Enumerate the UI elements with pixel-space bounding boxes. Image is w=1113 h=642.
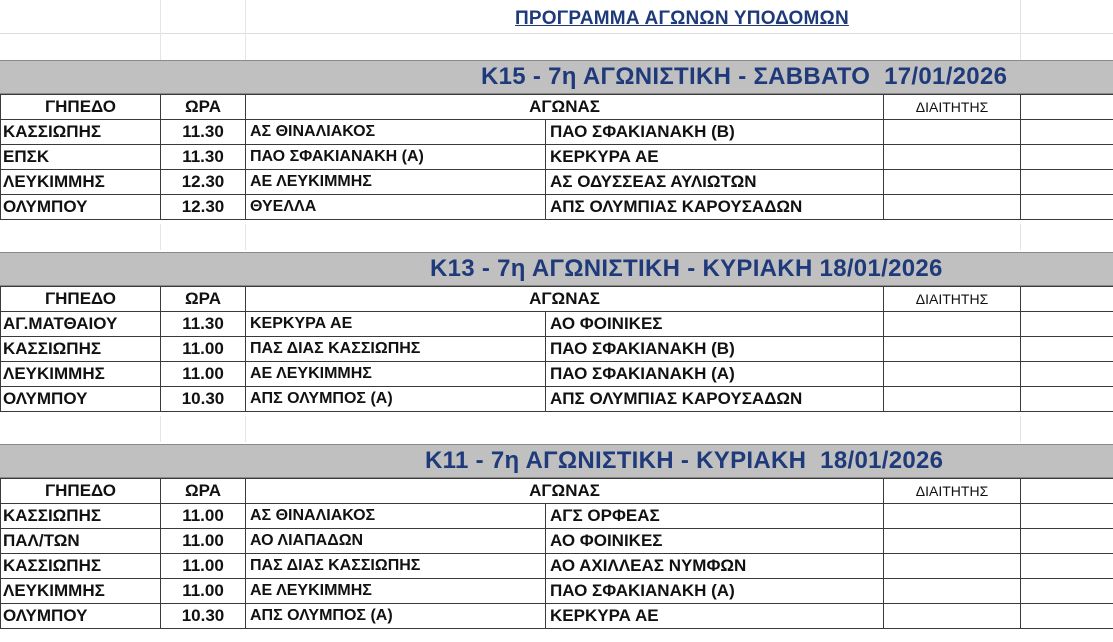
col-referee-header: ΔΙΑΙΤΗΤΗΣ <box>884 287 1021 312</box>
match-row <box>1 312 1113 337</box>
schedule-table <box>0 478 1113 629</box>
col-venue-header: ΓΗΠΕΔΟ <box>1 479 161 504</box>
away-team-cell: ΠΑΟ ΣΦΑΚΙΑΝΑΚΗ (Α) <box>546 579 884 604</box>
grid-line <box>160 224 161 250</box>
time-cell: 10.30 <box>161 604 246 629</box>
home-team-cell: ΑΠΣ ΟΛΥΜΠΟΣ (Α) <box>246 604 546 629</box>
header-row <box>1 287 1113 312</box>
grid-line <box>160 0 161 60</box>
time-cell: 11.00 <box>161 579 246 604</box>
home-team-cell: ΑΕ ΛΕΥΚΙΜΜΗΣ <box>246 362 546 387</box>
grid-line <box>1020 224 1021 250</box>
grid-line <box>0 33 1113 34</box>
section-header <box>0 60 1113 94</box>
match-row <box>1 604 1113 629</box>
empty-cell <box>1021 95 1113 120</box>
col-match-header: ΑΓΩΝΑΣ <box>246 287 884 312</box>
empty-cell <box>1021 504 1113 529</box>
time-cell: 12.30 <box>161 195 246 220</box>
away-team-cell: ΠΑΟ ΣΦΑΚΙΑΝΑΚΗ (Α) <box>546 362 884 387</box>
venue-cell: ΚΑΣΣΙΩΠΗΣ <box>1 120 161 145</box>
col-venue-header: ΓΗΠΕΔΟ <box>1 95 161 120</box>
section-title: Κ13 - 7η ΑΓΩΝΙΣΤΙΚΗ - ΚΥΡΙΑΚΗ 18/01/2026 <box>430 255 943 282</box>
referee-cell <box>884 337 1021 362</box>
empty-cell <box>1021 529 1113 554</box>
col-venue-header: ΓΗΠΕΔΟ <box>1 287 161 312</box>
col-referee-header: ΔΙΑΙΤΗΤΗΣ <box>884 479 1021 504</box>
section-title: Κ15 - 7η ΑΓΩΝΙΣΤΙΚΗ - ΣΑΒΒΑΤΟ 17/01/2026 <box>481 63 1008 90</box>
empty-cell <box>1021 337 1113 362</box>
section-header <box>0 444 1113 478</box>
referee-cell <box>884 120 1021 145</box>
home-team-cell: ΘΥΕΛΛΑ <box>246 195 546 220</box>
empty-cell <box>1021 120 1113 145</box>
home-team-cell: ΑΟ ΛΙΑΠΑΔΩΝ <box>246 529 546 554</box>
section-header <box>0 252 1113 286</box>
col-time-header: ΩΡΑ <box>161 95 246 120</box>
away-team-cell: ΠΑΟ ΣΦΑΚΙΑΝΑΚΗ (Β) <box>546 120 884 145</box>
col-time-header: ΩΡΑ <box>161 479 246 504</box>
home-team-cell: ΠΑΣ ΔΙΑΣ ΚΑΣΣΙΩΠΗΣ <box>246 337 546 362</box>
away-team-cell: ΑΟ ΦΟΙΝΙΚΕΣ <box>546 312 884 337</box>
empty-cell <box>1021 145 1113 170</box>
empty-cell <box>1021 579 1113 604</box>
match-row <box>1 362 1113 387</box>
venue-cell: ΚΑΣΣΙΩΠΗΣ <box>1 504 161 529</box>
time-cell: 11.30 <box>161 145 246 170</box>
home-team-cell: ΑΠΣ ΟΛΥΜΠΟΣ (Α) <box>246 387 546 412</box>
empty-cell <box>1021 604 1113 629</box>
grid-line <box>160 416 161 442</box>
time-cell: 12.30 <box>161 170 246 195</box>
referee-cell <box>884 195 1021 220</box>
header-row <box>1 95 1113 120</box>
home-team-cell: ΠΑΣ ΔΙΑΣ ΚΑΣΣΙΩΠΗΣ <box>246 554 546 579</box>
time-cell: 10.30 <box>161 387 246 412</box>
home-team-cell: ΚΕΡΚΥΡΑ ΑΕ <box>246 312 546 337</box>
referee-cell <box>884 504 1021 529</box>
grid-line <box>245 416 246 442</box>
referee-cell <box>884 529 1021 554</box>
referee-cell <box>884 170 1021 195</box>
venue-cell: ΟΛΥΜΠΟΥ <box>1 604 161 629</box>
home-team-cell: ΑΕ ΛΕΥΚΙΜΜΗΣ <box>246 579 546 604</box>
section-title: Κ11 - 7η ΑΓΩΝΙΣΤΙΚΗ - ΚΥΡΙΑΚΗ 18/01/2026 <box>425 447 944 474</box>
time-cell: 11.00 <box>161 554 246 579</box>
referee-cell <box>884 362 1021 387</box>
home-team-cell: ΑΣ ΘΙΝΑΛΙΑΚΟΣ <box>246 120 546 145</box>
grid-line <box>245 0 246 60</box>
time-cell: 11.00 <box>161 337 246 362</box>
empty-cell <box>1021 170 1113 195</box>
col-match-header: ΑΓΩΝΑΣ <box>246 95 884 120</box>
venue-cell: ΚΑΣΣΙΩΠΗΣ <box>1 554 161 579</box>
time-cell: 11.30 <box>161 120 246 145</box>
referee-cell <box>884 604 1021 629</box>
time-cell: 11.00 <box>161 504 246 529</box>
away-team-cell: ΠΑΟ ΣΦΑΚΙΑΝΑΚΗ (Β) <box>546 337 884 362</box>
venue-cell: ΚΑΣΣΙΩΠΗΣ <box>1 337 161 362</box>
match-row <box>1 504 1113 529</box>
col-match-header: ΑΓΩΝΑΣ <box>246 479 884 504</box>
empty-cell <box>1021 312 1113 337</box>
away-team-cell: ΑΟ ΦΟΙΝΙΚΕΣ <box>546 529 884 554</box>
venue-cell: ΛΕΥΚΙΜΜΗΣ <box>1 579 161 604</box>
time-cell: 11.30 <box>161 312 246 337</box>
venue-cell: ΑΓ.ΜΑΤΘΑΙΟΥ <box>1 312 161 337</box>
referee-cell <box>884 145 1021 170</box>
col-referee-header: ΔΙΑΙΤΗΤΗΣ <box>884 95 1021 120</box>
grid-line <box>1020 416 1021 442</box>
referee-cell <box>884 554 1021 579</box>
home-team-cell: ΠΑΟ ΣΦΑΚΙΑΝΑΚΗ (Α) <box>246 145 546 170</box>
empty-cell <box>1021 195 1113 220</box>
venue-cell: ΕΠΣΚ <box>1 145 161 170</box>
match-row <box>1 195 1113 220</box>
schedule-table <box>0 286 1113 412</box>
match-row <box>1 120 1113 145</box>
empty-cell <box>1021 362 1113 387</box>
empty-cell <box>1021 554 1113 579</box>
away-team-cell: ΑΠΣ ΟΛΥΜΠΙΑΣ ΚΑΡΟΥΣΑΔΩΝ <box>546 195 884 220</box>
home-team-cell: ΑΕ ΛΕΥΚΙΜΜΗΣ <box>246 170 546 195</box>
away-team-cell: ΚΕΡΚΥΡΑ ΑΕ <box>546 604 884 629</box>
home-team-cell: ΑΣ ΘΙΝΑΛΙΑΚΟΣ <box>246 504 546 529</box>
empty-cell <box>1021 287 1113 312</box>
empty-cell <box>1021 387 1113 412</box>
venue-cell: ΟΛΥΜΠΟΥ <box>1 195 161 220</box>
venue-cell: ΟΛΥΜΠΟΥ <box>1 387 161 412</box>
grid-line <box>1020 0 1021 60</box>
referee-cell <box>884 387 1021 412</box>
away-team-cell: ΑΣ ΟΔΥΣΣΕΑΣ ΑΥΛΙΩΤΩΝ <box>546 170 884 195</box>
match-row <box>1 337 1113 362</box>
away-team-cell: ΑΟ ΑΧΙΛΛΕΑΣ ΝΥΜΦΩΝ <box>546 554 884 579</box>
time-cell: 11.00 <box>161 362 246 387</box>
venue-cell: ΛΕΥΚΙΜΜΗΣ <box>1 170 161 195</box>
match-row <box>1 579 1113 604</box>
page-title: ΠΡΟΓΡΑΜΜΑ ΑΓΩΝΩΝ ΥΠΟΔΟΜΩΝ <box>515 8 849 29</box>
match-row <box>1 145 1113 170</box>
schedule-table <box>0 94 1113 220</box>
match-row <box>1 387 1113 412</box>
time-cell: 11.00 <box>161 529 246 554</box>
venue-cell: ΛΕΥΚΙΜΜΗΣ <box>1 362 161 387</box>
match-row <box>1 554 1113 579</box>
away-team-cell: ΚΕΡΚΥΡΑ ΑΕ <box>546 145 884 170</box>
col-time-header: ΩΡΑ <box>161 287 246 312</box>
header-row <box>1 479 1113 504</box>
referee-cell <box>884 579 1021 604</box>
match-row <box>1 529 1113 554</box>
referee-cell <box>884 312 1021 337</box>
match-row <box>1 170 1113 195</box>
empty-cell <box>1021 479 1113 504</box>
grid-line <box>245 224 246 250</box>
venue-cell: ΠΑΛ/ΤΩΝ <box>1 529 161 554</box>
away-team-cell: ΑΠΣ ΟΛΥΜΠΙΑΣ ΚΑΡΟΥΣΑΔΩΝ <box>546 387 884 412</box>
away-team-cell: ΑΓΣ ΟΡΦΕΑΣ <box>546 504 884 529</box>
